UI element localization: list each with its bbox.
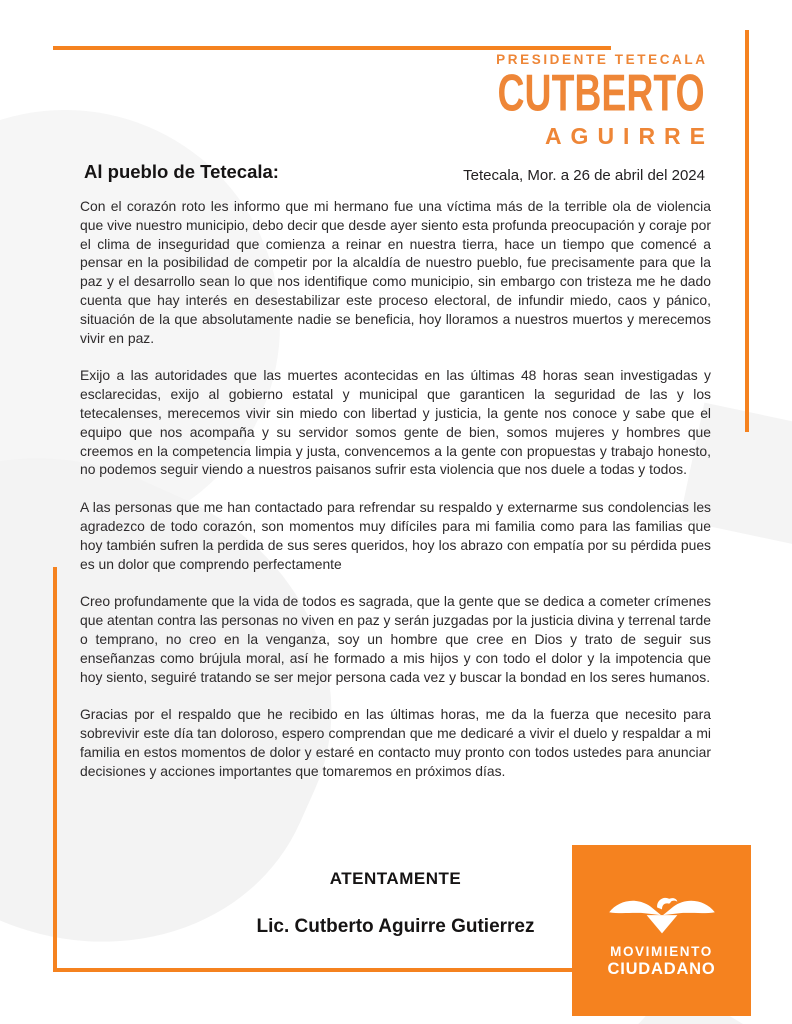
letterhead: [461, 52, 714, 150]
right-rule: [745, 30, 749, 432]
paragraph: Creo profundamente que la vida de todos es sagrada, que la gente que se dedica a cometer crímenes que atentan contra las personas no viven en paz y serán juzgadas por la justicia divina y terrenal tarde o temprano, no creo en la venganza, soy un hombre que cree en Dios y trato de seguir sus enseñanzas como brújula moral, así he formado a mis hijos y con todo el dolor y la impotencia que hoy siento, seguiré tratando se ser mejor persona cada vez y buscar la bondad en los seres humanos.: [80, 593, 711, 685]
letter-body: [80, 197, 711, 800]
letterhead-surname: AGUIRRE: [544, 123, 714, 149]
closing: ATENTAMENTE: [329, 869, 462, 888]
movimiento-ciudadano-logo: [572, 845, 751, 1016]
movimiento-ciudadano-eagle-icon: [603, 894, 721, 942]
logo-text-ciudadano: CIUDADANO: [607, 959, 716, 978]
paragraph: A las personas que me han contactado para refrendar su respaldo y externarme sus condolencias les agradezco de todo corazón, son momentos muy difíciles para mi familia como para las familias que hoy también sufren la perdida de sus seres queridos, hoy los abrazo con empatía por su pérdida pues es un dolor que comprendo perfectamente: [80, 499, 711, 572]
signature: Lic. Cutberto Aguirre Gutierrez: [256, 916, 535, 937]
paragraph: Con el corazón roto les informo que mi hermano fue una víctima más de la terrible ola de violencia que vive nuestro municipio, debo decir que desde ayer siento esta profunda preocupación y coraje por el clima de inseguridad que comienza a reinar en nuestra tierra, hace un tiempo que comencé a pensar en la posibilidad de competir por la alcaldía de nuestro pueblo, fue precisamente para que la paz y el desarrollo sean lo que nos identifique como municipio, sin embargo con tristeza me he dado cuenta que hay interés en desestabilizar este proceso electoral, de infundir miedo, caos y pánico, situación de la que absolutamente nadie se beneficia, hoy lloramos a nuestros muertos y merecemos vivir en paz.: [80, 198, 711, 346]
paragraph: Gracias por el respaldo que he recibido en las últimas horas, me da la fuerza que necesito para sobrevivir este día tan doloroso, espero comprendan que me dedicaré a vivir el duelo y respaldar a mi familia en estos momentos de dolor y estaré en contacto muy pronto con todos ustedes para anunciar decisiones y acciones importantes que tomaremos en próximos días.: [80, 706, 711, 779]
logo-text-movimiento: MOVIMIENTO: [610, 944, 713, 959]
left-rule: [53, 567, 57, 972]
salutation: Al pueblo de Tetecala:: [84, 161, 279, 182]
bottom-rule: [53, 968, 572, 972]
letterhead-eyebrow: PRESIDENTE TETECALA: [496, 52, 708, 67]
top-rule: [53, 46, 611, 50]
paragraph: Exijo a las autoridades que las muertes acontecidas en las últimas 48 horas sean investigadas y esclarecidas, exijo al gobierno estatal y municipal que garanticen la seguridad de las y los tetecalenses, merecemos vivir sin miedo con libertad y justicia, la gente nos conoce y sabe que el equipo que nos acompaña y su servidor somos gente de bien, somos mujeres y hombres que creemos en la competencia limpia y justa, convencemos a la gente con propuestas y trabajo honesto, no podemos seguir viendo a nuestros paisanos sufrir esta violencia que nos duele a todas y todos.: [80, 367, 711, 478]
letterhead-name: CUTBERTO: [497, 64, 705, 123]
dateline: Tetecala, Mor. a 26 de abril del 2024: [463, 167, 705, 184]
